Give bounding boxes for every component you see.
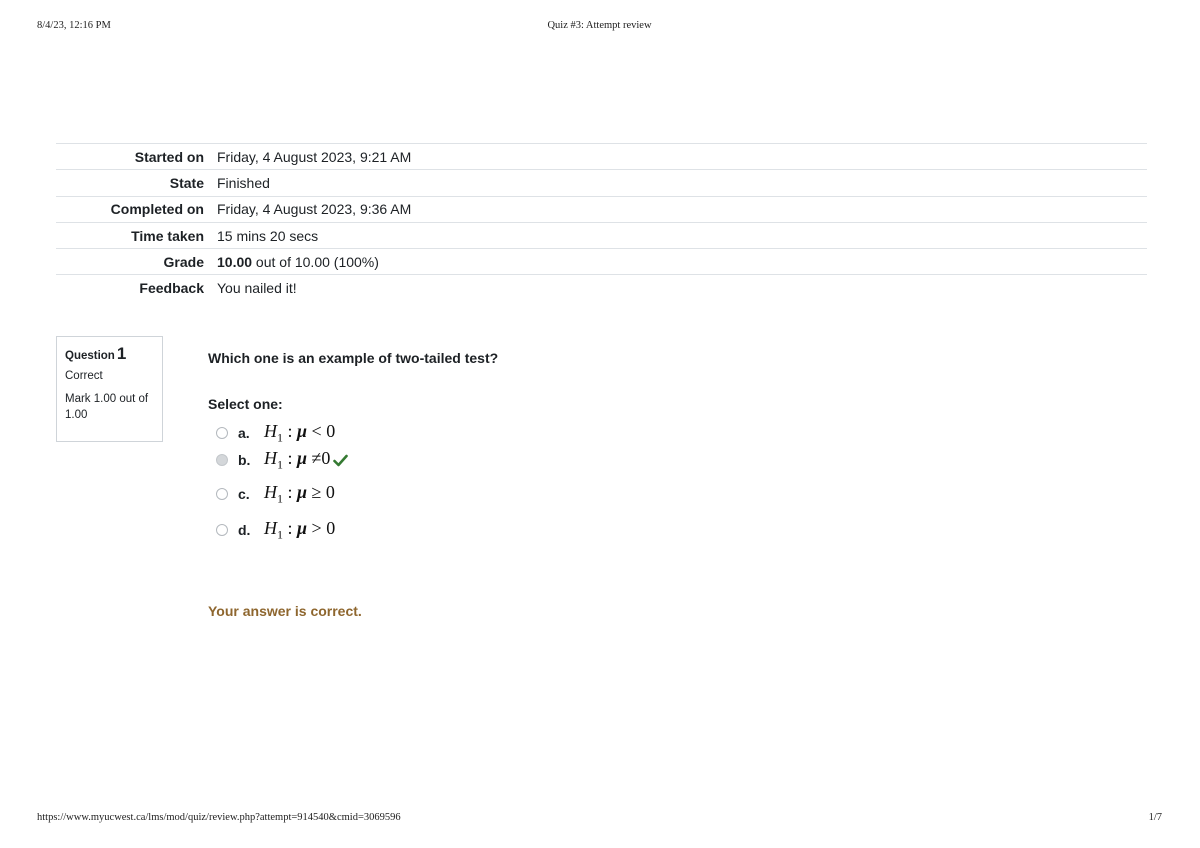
summary-label: Feedback	[56, 275, 211, 301]
print-header	[37, 20, 1162, 36]
option-formula: $H_1$ : μ ≥ 0	[264, 481, 335, 506]
option-formula: $H_1$ : μ < 0	[264, 420, 336, 445]
question-state: Correct	[65, 370, 103, 382]
attempt-summary-table	[56, 143, 1147, 301]
print-footer	[37, 812, 1162, 828]
summary-label: State	[56, 170, 211, 196]
summary-value: 15 mins 20 secs	[211, 222, 1147, 248]
page-number: 1/7	[1148, 812, 1162, 823]
print-page-title: Quiz #3: Attempt review	[547, 20, 652, 31]
option-letter: d.	[238, 522, 251, 538]
check-icon	[333, 454, 348, 467]
option-formula: $H_1$ : μ > 0	[264, 517, 336, 542]
radio-button-selected[interactable]	[216, 454, 228, 466]
summary-label: Completed on	[56, 196, 211, 222]
radio-button[interactable]	[216, 488, 228, 500]
radio-button[interactable]	[216, 427, 228, 439]
option-letter: b.	[238, 452, 251, 468]
grade-score: 10.00	[217, 253, 253, 270]
option-letter: a.	[238, 425, 250, 441]
summary-row-state	[56, 170, 1147, 196]
question-info-box	[56, 336, 163, 442]
question-mark: Mark 1.00 out of 1.00	[65, 393, 149, 421]
summary-row-time-taken	[56, 222, 1147, 248]
summary-row-grade	[56, 249, 1147, 275]
answer-option-a[interactable]	[216, 421, 335, 445]
answer-option-c[interactable]	[216, 482, 335, 506]
question-number-value: 1	[116, 344, 127, 363]
summary-row-started	[56, 144, 1147, 170]
page-url: https://www.myucwest.ca/lms/mod/quiz/review.php?attempt=914540&cmid=3069596	[37, 812, 401, 823]
print-datetime: 8/4/23, 12:16 PM	[37, 20, 111, 31]
summary-value: Friday, 4 August 2023, 9:36 AM	[211, 196, 1147, 222]
question-number: Question 1	[65, 344, 127, 363]
summary-value	[211, 249, 1147, 275]
summary-value: Friday, 4 August 2023, 9:21 AM	[211, 144, 1147, 170]
question-text: Which one is an example of two-tailed test?	[208, 350, 499, 366]
grade-out-of: out of 10.00 (100%)	[252, 253, 379, 270]
option-letter: c.	[238, 486, 250, 502]
summary-label: Started on	[56, 144, 211, 170]
option-formula: $H_1$ : μ ≠0	[264, 447, 331, 472]
answer-option-b[interactable]	[216, 448, 348, 472]
summary-value: Finished	[211, 170, 1147, 196]
answer-feedback: Your answer is correct.	[208, 603, 362, 619]
answer-prompt: Select one:	[208, 396, 283, 412]
summary-label: Grade	[56, 249, 211, 275]
summary-value: You nailed it!	[211, 275, 1147, 301]
radio-button[interactable]	[216, 524, 228, 536]
summary-row-completed	[56, 196, 1147, 222]
summary-label: Time taken	[56, 222, 211, 248]
summary-row-feedback	[56, 275, 1147, 301]
answer-option-d[interactable]	[216, 518, 335, 542]
